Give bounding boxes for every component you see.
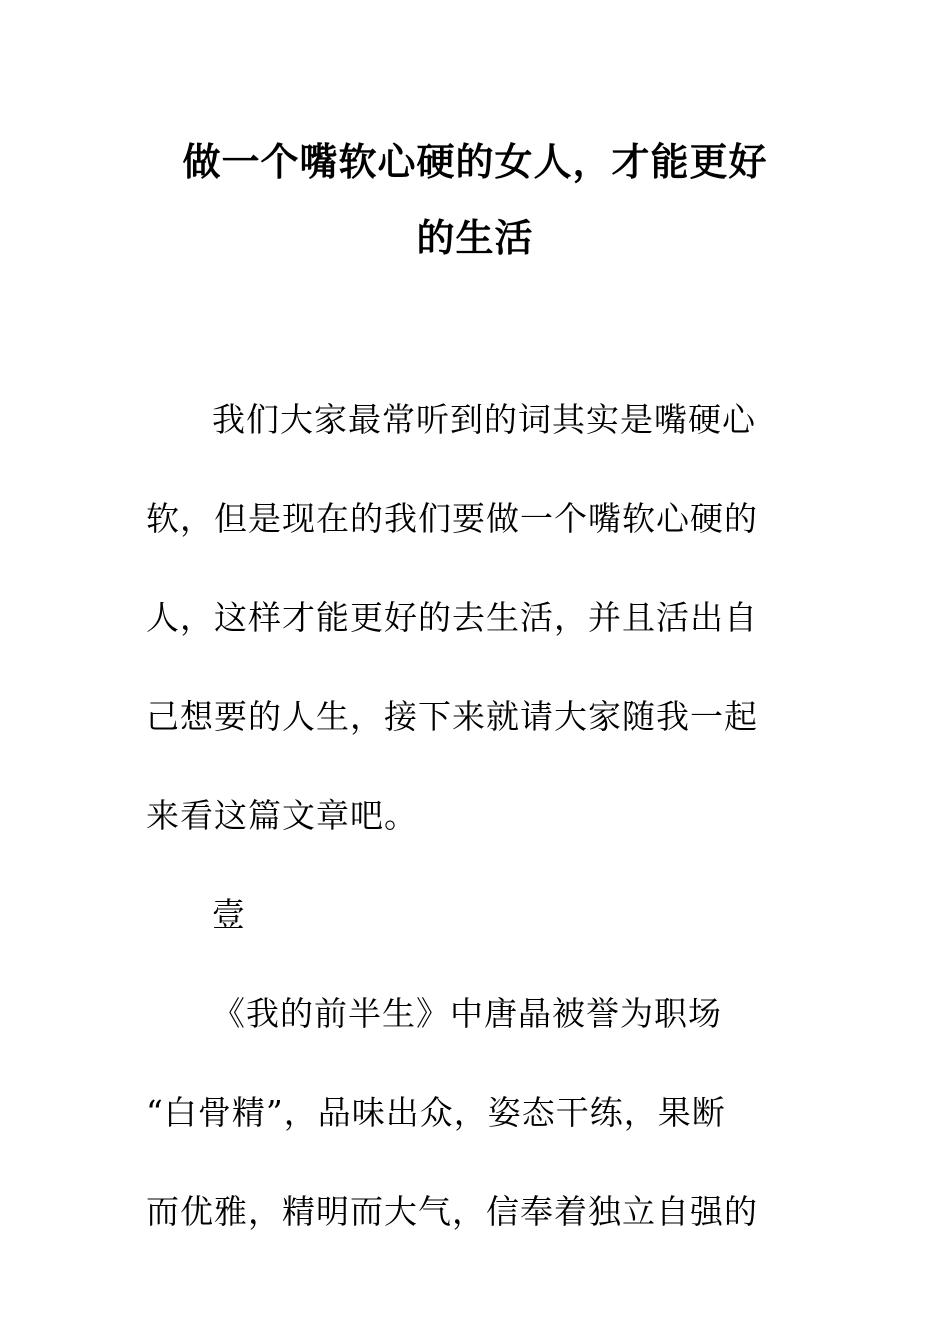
paragraph-intro xyxy=(146,370,786,865)
paragraph-line: 我们大家最常听到的词其实是嘴硬心 xyxy=(212,400,756,439)
paragraph-line: 人，这样才能更好的去生活，并且活出自 xyxy=(146,598,758,637)
section-marker: 壹 xyxy=(212,895,246,934)
paragraph-line: 己想要的人生，接下来就请大家随我一起 xyxy=(146,697,758,736)
paragraph-section-one xyxy=(146,964,786,1261)
paragraph-line: 而优雅，精明而大气，信奉着独立自强的 xyxy=(146,1192,758,1231)
section-heading-one xyxy=(146,865,786,964)
title-line-1: 做一个嘴软心硬的女人，才能更好 xyxy=(182,139,768,184)
article-body xyxy=(146,370,786,1261)
title-line-2: 的生活 xyxy=(416,215,534,260)
paragraph-line: 来看这篇文章吧。 xyxy=(146,796,418,835)
paragraph-line: 《我的前半生》中唐晶被誉为职场 xyxy=(212,994,722,1033)
paragraph-line: “白骨精”，品味出众，姿态干练，果断 xyxy=(146,1093,726,1132)
paragraph-line: 软，但是现在的我们要做一个嘴软心硬的 xyxy=(146,499,758,538)
page-title xyxy=(140,124,810,276)
